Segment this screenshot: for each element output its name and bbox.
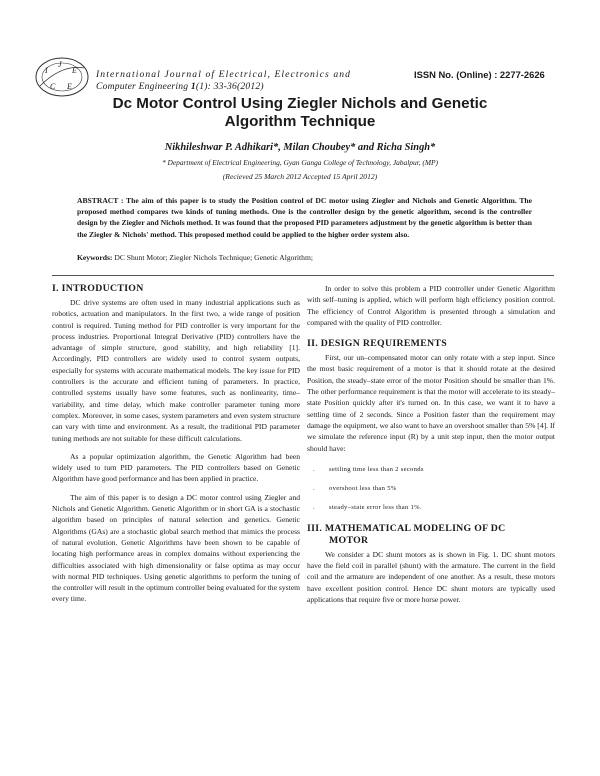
affiliation: * Department of Electrical Engineering, Gyan Ganga College of Technology, Jabalpur, (MP) (161, 158, 438, 167)
intro-paragraph-3: The aim of this paper is to design a DC motor control using Ziegler and Nichols and Genetic Algorithm. Genetic Algorithm or in short GA is a stochastic algorithm based on principles of natural selection and genetics. Genetic Algorithms (GAs) are a stochastic global search method that mimics the process of natural evolution. Genetic Algorithms have been shown to be capable of locating high performance areas in complex domains without experiencing the difficulties associated with high dimensionality or false optima as may occur with normal PID techniques. Using genetic algorithms to perform the tuning of the controller will result in the optimum controller being evaluated for the system every time. (52, 492, 300, 604)
logo-letter: J (58, 60, 62, 69)
modeling-paragraph-1: We consider a DC shunt motors as is shown in Fig. 1. DC shunt motors have the field coil in parallel (shunt) with the armature. The current in the field coil and the armature are independent of one another. As a result, these motors have excellent position control. Hence DC shunt motors are typically used applications that require five or more horse power. (307, 549, 555, 605)
logo-letter: E (72, 66, 77, 75)
list-item: . overshoot less than 5% (313, 484, 397, 492)
section-heading-modeling: III. MATHEMATICAL MODELING OF DC MOTOR (307, 522, 506, 546)
journal-logo-icon (34, 56, 90, 98)
logo-letter: C (50, 82, 56, 91)
received-dates: (Recieved 25 March 2012 Accepted 15 April 2012) (222, 172, 378, 181)
intro-paragraph-4: In order to solve this problem a PID controller under Genetic Algorithm with self–tuning is applied, which will perform high efficiency position control. The efficiency of Control Algorithm is presented through a simulation and compared with the quality of PID controller. (307, 284, 555, 327)
right-column (307, 283, 555, 605)
author-list: Nikhileshwar P. Adhikari*, Milan Choubey* and Richa Singh* (164, 142, 436, 153)
list-item: . settling time less than 2 seconds (313, 465, 424, 473)
section-heading-design: II. DESIGN REQUIREMENTS (307, 338, 448, 350)
issn-number: ISSN No. (Online) : 2277-2626 (414, 69, 545, 80)
section-heading-introduction: I. INTRODUCTION (52, 283, 144, 294)
left-column (52, 283, 300, 605)
intro-paragraph-1: DC drive systems are often used in many industrial applications such as robotics, actuation and manipulators. In the first two, a wide range of position control is required. Tuning method for PID controller is very important for the process industries. Proportional Integral Derivative (PID) controllers have the advantage of simple structure, good stability, and high reliability [1]. Accordingly, PID controllers are widely used to control system outputs, especially for systems with accurate mathematical models. The key issue for PID controllers is the accurate and efficient tuning of parameters. In practice, controlled systems usually have some features, such as nonlinearity, time–variability, and time delay, which make controller parameter tuning more complex. Moreover, in some cases, system parameters and even system structure can vary with time and environment. As a result, the traditional PID parameter tuning methods are not suitable for these difficult calculations. (52, 298, 300, 443)
journal-volume-line: Computer Engineering 1(1): 33-36(2012) (96, 81, 264, 92)
journal-citation (96, 69, 396, 93)
paper-title: Dc Motor Control Using Ziegler Nichols and Genetic Algorithm Technique (112, 95, 488, 130)
abstract: ABSTRACT : The aim of this paper is to study the Position control of DC motor using Ziegler and Nichols and Genetic Algorithm. The proposed method compares two kinds of tuning methods. One is the controller design by the genetic algorithm, second is the controller design by the Ziegler and Nichols method. It was found that the proposed PID parameters adjustment by the genetic algorithm is better than the Ziegler & Nichols' method. This proposed method could be applied to the higher order system also. (77, 196, 532, 239)
logo-letter: I (45, 66, 48, 75)
logo-letter: E (67, 82, 72, 91)
header-divider (52, 275, 554, 276)
requirements-list (307, 460, 555, 517)
list-item: . steady–state error less than 1%. (313, 503, 422, 511)
intro-paragraph-2: As a popular optimization algorithm, the Genetic Algorithm had been widely used to turn PID parameters. The PID controllers based on Genetic Algorithm have good performance and has been applied in practice. (52, 451, 300, 484)
keywords: Keywords: DC Shunt Motor; Ziegler Nichols Technique; Genetic Algorithm; (77, 253, 313, 262)
design-paragraph-1: First, our un–compensated motor can only rotate with a step input. Since the most basic requirement of a motor is that it should rotate at the desired Position, the steady–state error of the motor Position should be smaller than 1%. The other performance requirement is that the motor will accelerate to its steady–state Position quickly after it's turned on. In this case, we want it to have a settling time of 2 seconds. Since a Position faster than the requirement may damage the equipment, we also want to have an overshoot smaller than 5% [4]. If we simulate the reference input (R) by a unit step input, then the motor output should have: (307, 353, 555, 453)
journal-name: International Journal of Electrical, Electronics and (96, 69, 352, 80)
